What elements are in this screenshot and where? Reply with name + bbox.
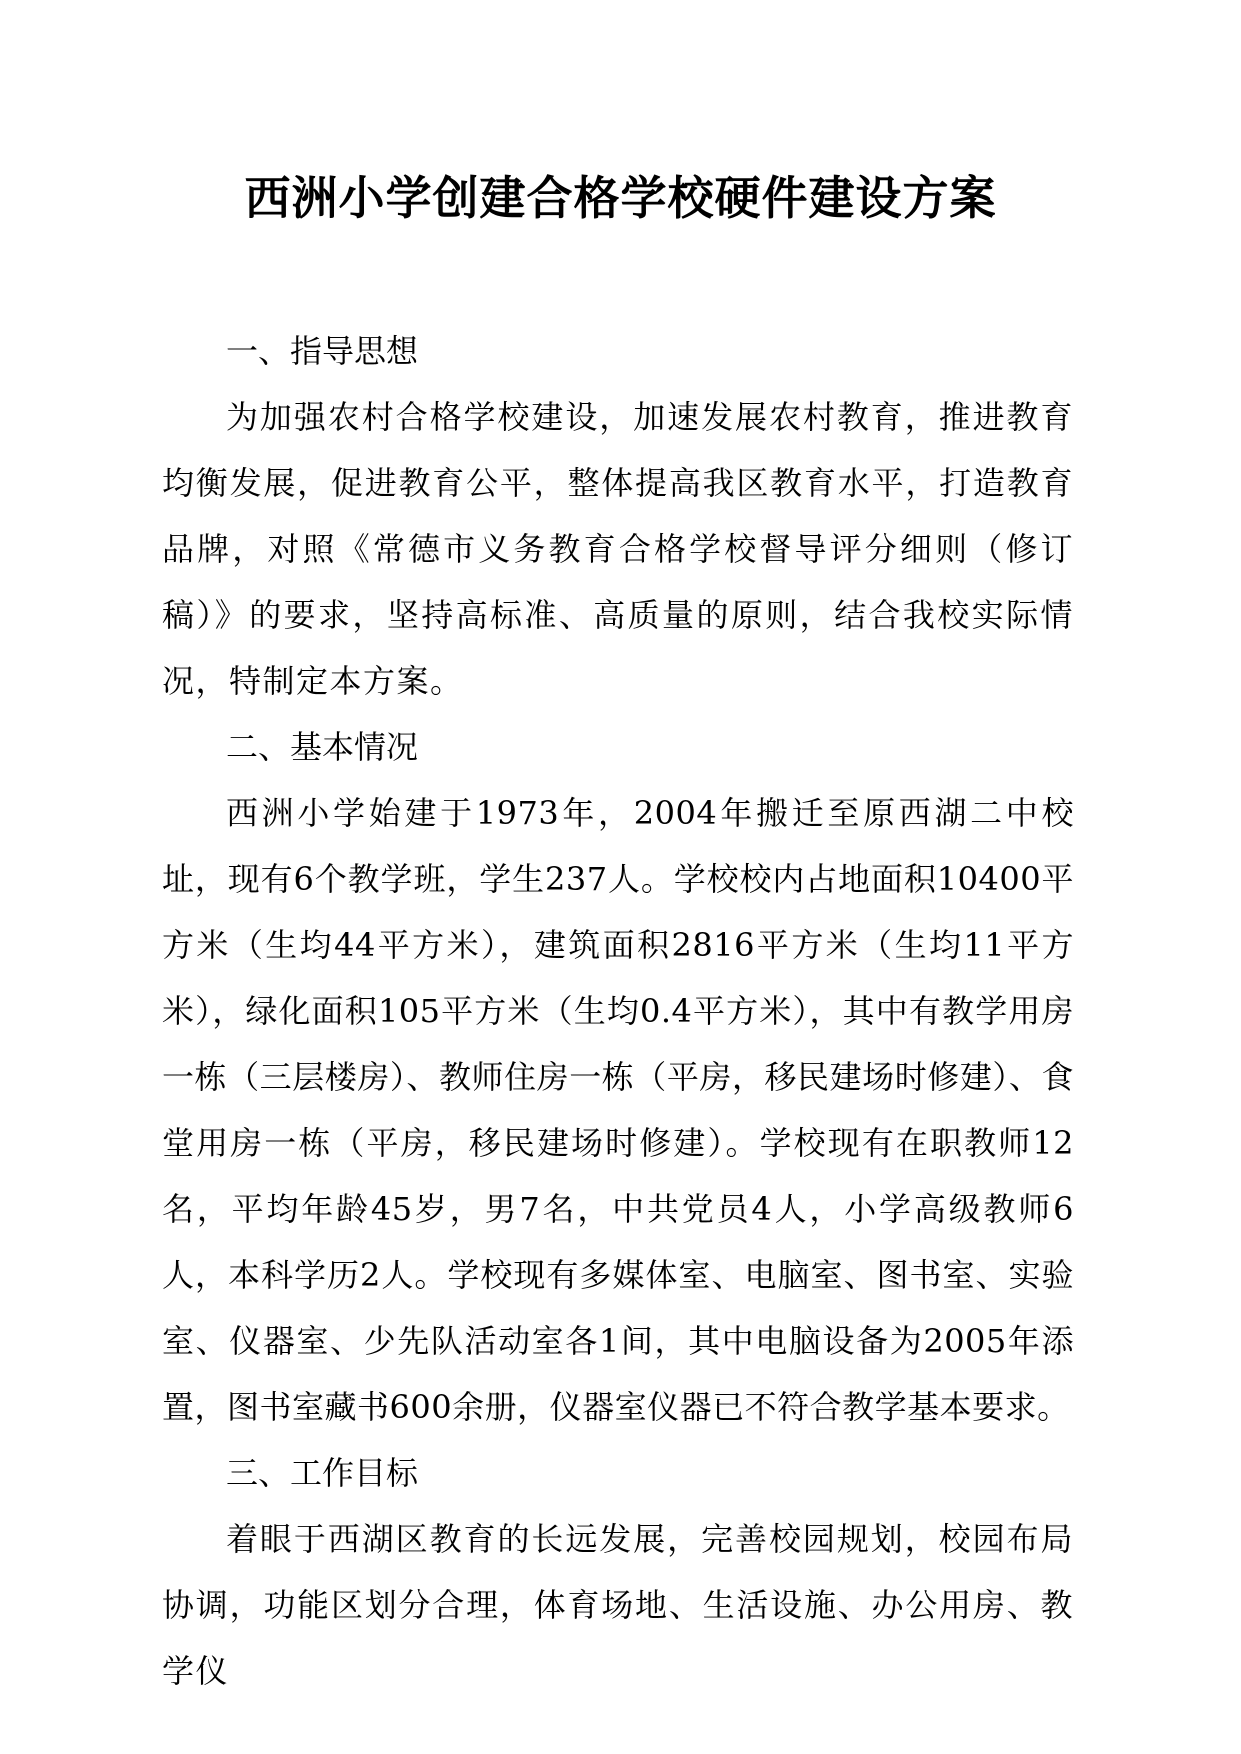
section-heading-work-goals: 三、工作目标 (226, 1454, 419, 1492)
section-heading-basic-situation: 二、基本情况 (226, 728, 419, 766)
document-body (162, 318, 1074, 1704)
paragraph-work-goals: 着眼于西湖区教育的长远发展，完善校园规划，校园布局协调，功能区划分合理，体育场地、生活设施、办公用房、教学仪 (162, 1520, 1074, 1690)
paragraph-guiding-ideology: 为加强农村合格学校建设，加速发展农村教育，推进教育均衡发展，促进教育公平，整体提高我区教育水平，打造教育品牌，对照《常德市义务教育合格学校督导评分细则（修订稿）》的要求，坚持高标准、高质量的原则，结合我校实际情况，特制定本方案。 (162, 398, 1074, 700)
section-heading-guiding-ideology: 一、指导思想 (226, 332, 419, 370)
document-title: 西洲小学创建合格学校硬件建设方案 (244, 171, 997, 225)
paragraph-basic-situation: 西洲小学始建于1973年，2004年搬迁至原西湖二中校址，现有6个教学班，学生237人。学校校内占地面积10400平方米（生均44平方米），建筑面积2816平方米（生均11平方米），绿化面积105平方米（生均0.4平方米），其中有教学用房一栋（三层楼房）、教师住房一栋（平房，移民建场时修建）、食堂用房一栋（平房，移民建场时修建）。学校现有在职教师12名，平均年龄45岁，男7名，中共党员4人，小学高级教师6人，本科学历2人。学校现有多媒体室、电脑室、图书室、实验室、仪器室、少先队活动室各1间，其中电脑设备为2005年添置，图书室藏书600余册，仪器室仪器已不符合教学基本要求。 (162, 794, 1074, 1426)
